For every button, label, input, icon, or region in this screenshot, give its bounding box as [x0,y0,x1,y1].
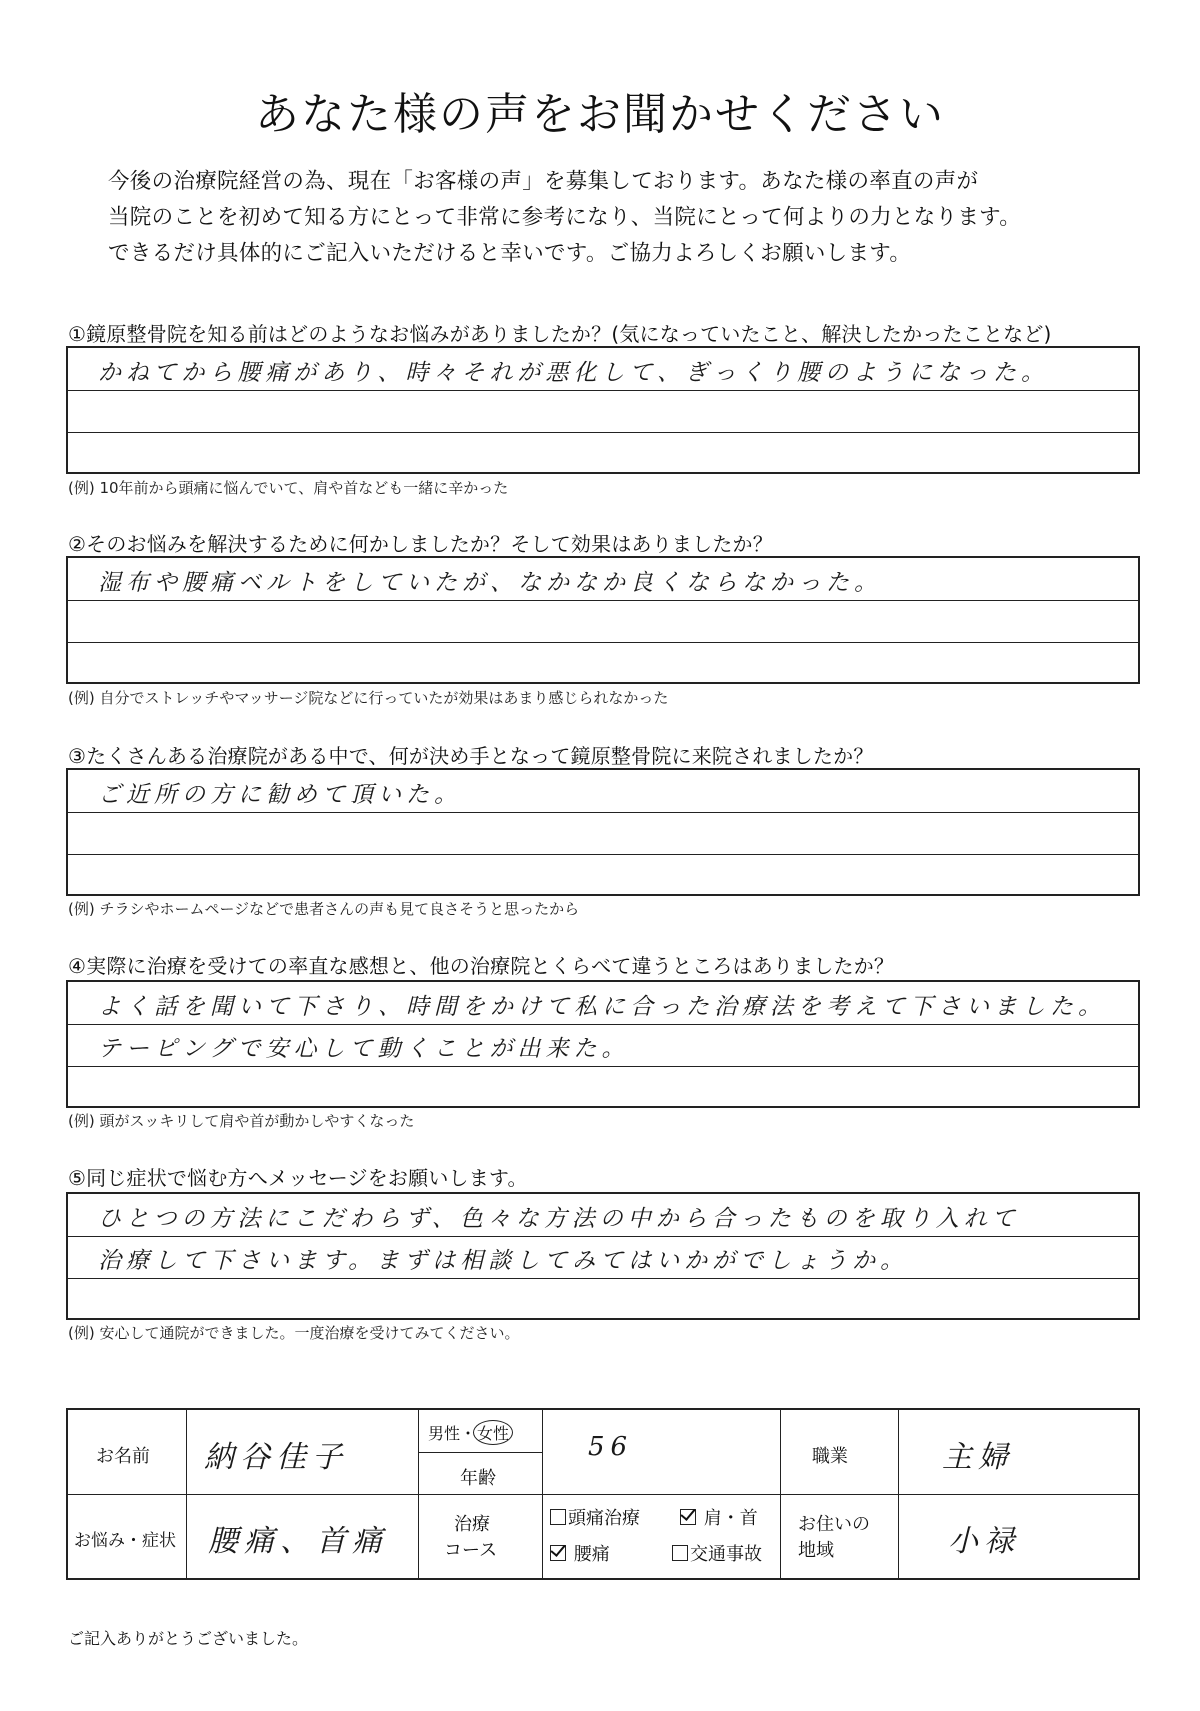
question-5-label: ⑤同じ症状で悩む方へメッセージをお願いします。 [68,1166,528,1190]
age-label: 年齢 [460,1468,496,1489]
course-option-label: 交通事故 [690,1544,762,1565]
checkbox-back-pain[interactable] [550,1545,566,1561]
course-option-label: 頭痛治療 [568,1508,640,1529]
question-3-answer-box [66,768,1140,896]
question-4-label: ④実際に治療を受けての率直な感想と、他の治療院とくらべて違うところはありましたか？ [68,954,895,978]
course-option-back-pain[interactable] [550,1540,610,1566]
name-label: お名前 [96,1446,150,1467]
checkbox-headache[interactable] [550,1509,566,1525]
symptom-label: お悩み・症状 [74,1531,176,1551]
symptom-value: 腰痛、首痛 [208,1524,388,1559]
table-divider [68,1494,1140,1495]
intro-line: できるだけ具体的にご記入いただけると幸いです。ご協力よろしくお願いします。 [108,241,912,266]
question-1-example: (例) 10年前から頭痛に悩んでいて、肩や首なども一緒に辛かった [68,479,509,497]
question-3-answer-line-1: ご近所の方に勧めて頂いた。 [98,782,462,808]
answer-rule [68,600,1138,601]
gender-male-label: 男性 [428,1424,461,1443]
intro-line: 今後の治療院経営の為、現在「お客様の声」を募集しております。あなた様の率直の声が [108,169,979,194]
answer-rule [68,854,1138,855]
question-2-example: (例) 自分でストレッチやマッサージ院などに行っていたが効果はあまり感じられなかった [68,689,669,707]
job-label: 職業 [812,1446,848,1467]
footer-thanks: ご記入ありがとうございました。 [68,1629,309,1648]
question-1-label: ①鏡原整骨院を知る前はどのようなお悩みがありましたか？(気になっていたこと、解決したかったことなど) [68,322,1052,346]
question-2-label: ②そのお悩みを解決するために何かしましたか？そして効果はありましたか？ [68,532,773,556]
area-label-2: 地域 [798,1540,834,1561]
checkbox-shoulder-neck[interactable] [680,1509,696,1525]
question-5-example: (例) 安心して通院ができました。一度治療を受けてみてください。 [68,1324,520,1342]
page-title: あなた様の声をお聞かせください [255,89,945,140]
table-divider [418,1452,542,1453]
question-5-answer-line-1: ひとつの方法にこだわらず、色々な方法の中から合ったものを取り入れて [98,1206,1020,1232]
question-4-answer-line-1: よく話を聞いて下さり、時間をかけて私に合った治療法を考えて下さいました。 [98,994,1106,1020]
question-5-answer-box [66,1192,1140,1320]
checkbox-traffic-accident[interactable] [672,1545,688,1561]
answer-rule [68,1066,1138,1067]
question-1-answer-box [66,346,1140,474]
area-label-1: お住いの [798,1514,870,1535]
course-label-2: コース [444,1540,498,1561]
gender-separator: ・ [460,1424,477,1443]
question-5-answer-line-2: 治療して下さいます。まずは相談してみてはいかがでしょうか。 [98,1248,909,1274]
answer-rule [68,390,1138,391]
answer-rule [68,1024,1138,1025]
course-label-1: 治療 [454,1514,490,1535]
area-value: 小禄 [948,1524,1020,1559]
answer-rule [68,432,1138,433]
course-option-shoulder-neck[interactable] [680,1504,758,1530]
question-3-example: (例) チラシやホームページなどで患者さんの声も見て良さそうと思ったから [68,900,580,918]
job-value: 主婦 [942,1440,1014,1475]
intro-line: 当院のことを初めて知る方にとって非常に参考になり、当院にとって何よりの力となります。 [108,205,1022,230]
course-option-label: 腰痛 [573,1544,610,1565]
question-4-example: (例) 頭がスッキリして肩や首が動かしやすくなった [68,1112,415,1130]
patient-info-table [66,1408,1140,1580]
gender-female-label: 女性 [473,1420,513,1445]
answer-rule [68,642,1138,643]
answer-rule [68,1236,1138,1237]
question-2-answer-line-1: 湿布や腰痛ベルトをしていたが、なかなか良くならなかった。 [98,570,882,596]
gender-field [428,1420,513,1445]
course-option-traffic-accident[interactable] [672,1540,762,1566]
question-2-answer-box [66,556,1140,684]
answer-rule [68,1278,1138,1279]
intro-text [108,164,1108,272]
age-value: 56 [588,1432,634,1462]
answer-rule [68,812,1138,813]
course-option-headache[interactable] [550,1504,640,1530]
question-1-answer-line-1: かねてから腰痛があり、時々それが悪化して、ぎっくり腰のようになった。 [98,360,1049,386]
question-4-answer-line-2: テーピングで安心して動くことが出来た。 [98,1036,630,1062]
question-3-label: ③たくさんある治療院がある中で、何が決め手となって鏡原整骨院に来院されましたか？ [68,744,874,768]
name-value: 納谷佳子 [204,1440,348,1475]
question-4-answer-box [66,980,1140,1108]
course-option-label: 肩・首 [703,1508,758,1529]
